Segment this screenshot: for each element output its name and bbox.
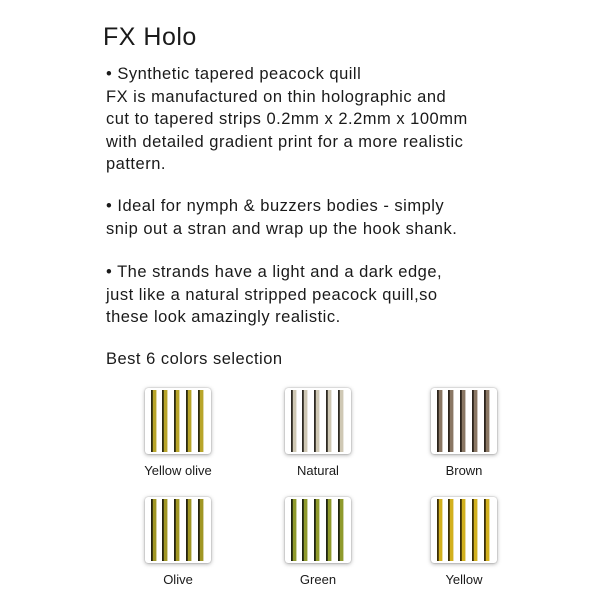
page-title: FX Holo <box>103 23 197 51</box>
quill-strand <box>151 499 157 561</box>
swatch-yellow-olive <box>98 388 258 490</box>
swatch-yellow <box>384 497 544 599</box>
swatch-image <box>285 497 351 563</box>
swatch-label: Olive <box>163 572 193 587</box>
swatch-label: Natural <box>297 463 339 478</box>
swatch-image <box>145 497 211 563</box>
colors-heading: Best 6 colors selection <box>106 350 283 368</box>
paragraph-line: • Ideal for nymph & buzzers bodies - simply <box>106 197 445 215</box>
description-paragraph-3 <box>106 261 576 329</box>
swatch-brown <box>384 388 544 490</box>
quill-strand <box>162 499 168 561</box>
swatch-image <box>431 388 497 454</box>
quill-strands-icon <box>285 497 351 563</box>
paragraph-line: • The strands have a light and a dark edge, <box>106 263 443 281</box>
paragraph-line: pattern. <box>106 155 166 173</box>
swatch-label: Yellow olive <box>144 463 212 478</box>
quill-strands-icon <box>431 497 497 563</box>
quill-strand <box>186 390 192 452</box>
quill-strand <box>291 499 297 561</box>
swatch-image <box>431 497 497 563</box>
quill-strand <box>174 390 180 452</box>
quill-strand <box>198 499 204 561</box>
swatch-label: Yellow <box>445 572 483 587</box>
paragraph-line: • Synthetic tapered peacock quill <box>106 65 362 83</box>
quill-strand <box>472 390 478 452</box>
quill-strand <box>448 499 454 561</box>
quill-strand <box>314 390 320 452</box>
quill-strand <box>326 499 332 561</box>
quill-strand <box>484 390 490 452</box>
quill-strand <box>437 390 443 452</box>
swatch-natural <box>238 388 398 490</box>
quill-strands-icon <box>145 497 211 563</box>
swatch-label: Brown <box>445 463 483 478</box>
description-paragraph-1 <box>106 63 576 176</box>
quill-strand <box>291 390 297 452</box>
quill-strand <box>314 499 320 561</box>
quill-strand <box>460 499 466 561</box>
swatch-olive <box>98 497 258 599</box>
paragraph-line: with detailed gradient print for a more realistic <box>106 132 464 151</box>
quill-strand <box>437 499 443 561</box>
description-paragraph-2 <box>106 195 576 240</box>
quill-strand <box>448 390 454 452</box>
quill-strand <box>151 390 157 452</box>
quill-strand <box>162 390 168 452</box>
swatch-image <box>285 388 351 454</box>
paragraph-line: snip out a stran and wrap up the hook shank. <box>106 219 458 238</box>
quill-strand <box>472 499 478 561</box>
quill-strand <box>198 390 204 452</box>
paragraph-line: cut to tapered strips 0.2mm x 2.2mm x 100mm <box>106 110 468 128</box>
quill-strand <box>186 499 192 561</box>
quill-strand <box>302 499 308 561</box>
quill-strand <box>326 390 332 452</box>
quill-strand <box>174 499 180 561</box>
swatch-label: Green <box>299 572 337 587</box>
quill-strand <box>338 499 344 561</box>
quill-strand <box>302 390 308 452</box>
paragraph-line: FX is manufactured on thin holographic and <box>106 87 447 106</box>
quill-strands-icon <box>431 388 497 454</box>
quill-strand <box>460 390 466 452</box>
quill-strands-icon <box>145 388 211 454</box>
quill-strands-icon <box>285 388 351 454</box>
swatch-image <box>145 388 211 454</box>
quill-strand <box>338 390 344 452</box>
paragraph-line: just like a natural stripped peacock quill,so <box>106 285 438 304</box>
quill-strand <box>484 499 490 561</box>
swatch-green <box>238 497 398 599</box>
paragraph-line: these look amazingly realistic. <box>106 308 341 326</box>
